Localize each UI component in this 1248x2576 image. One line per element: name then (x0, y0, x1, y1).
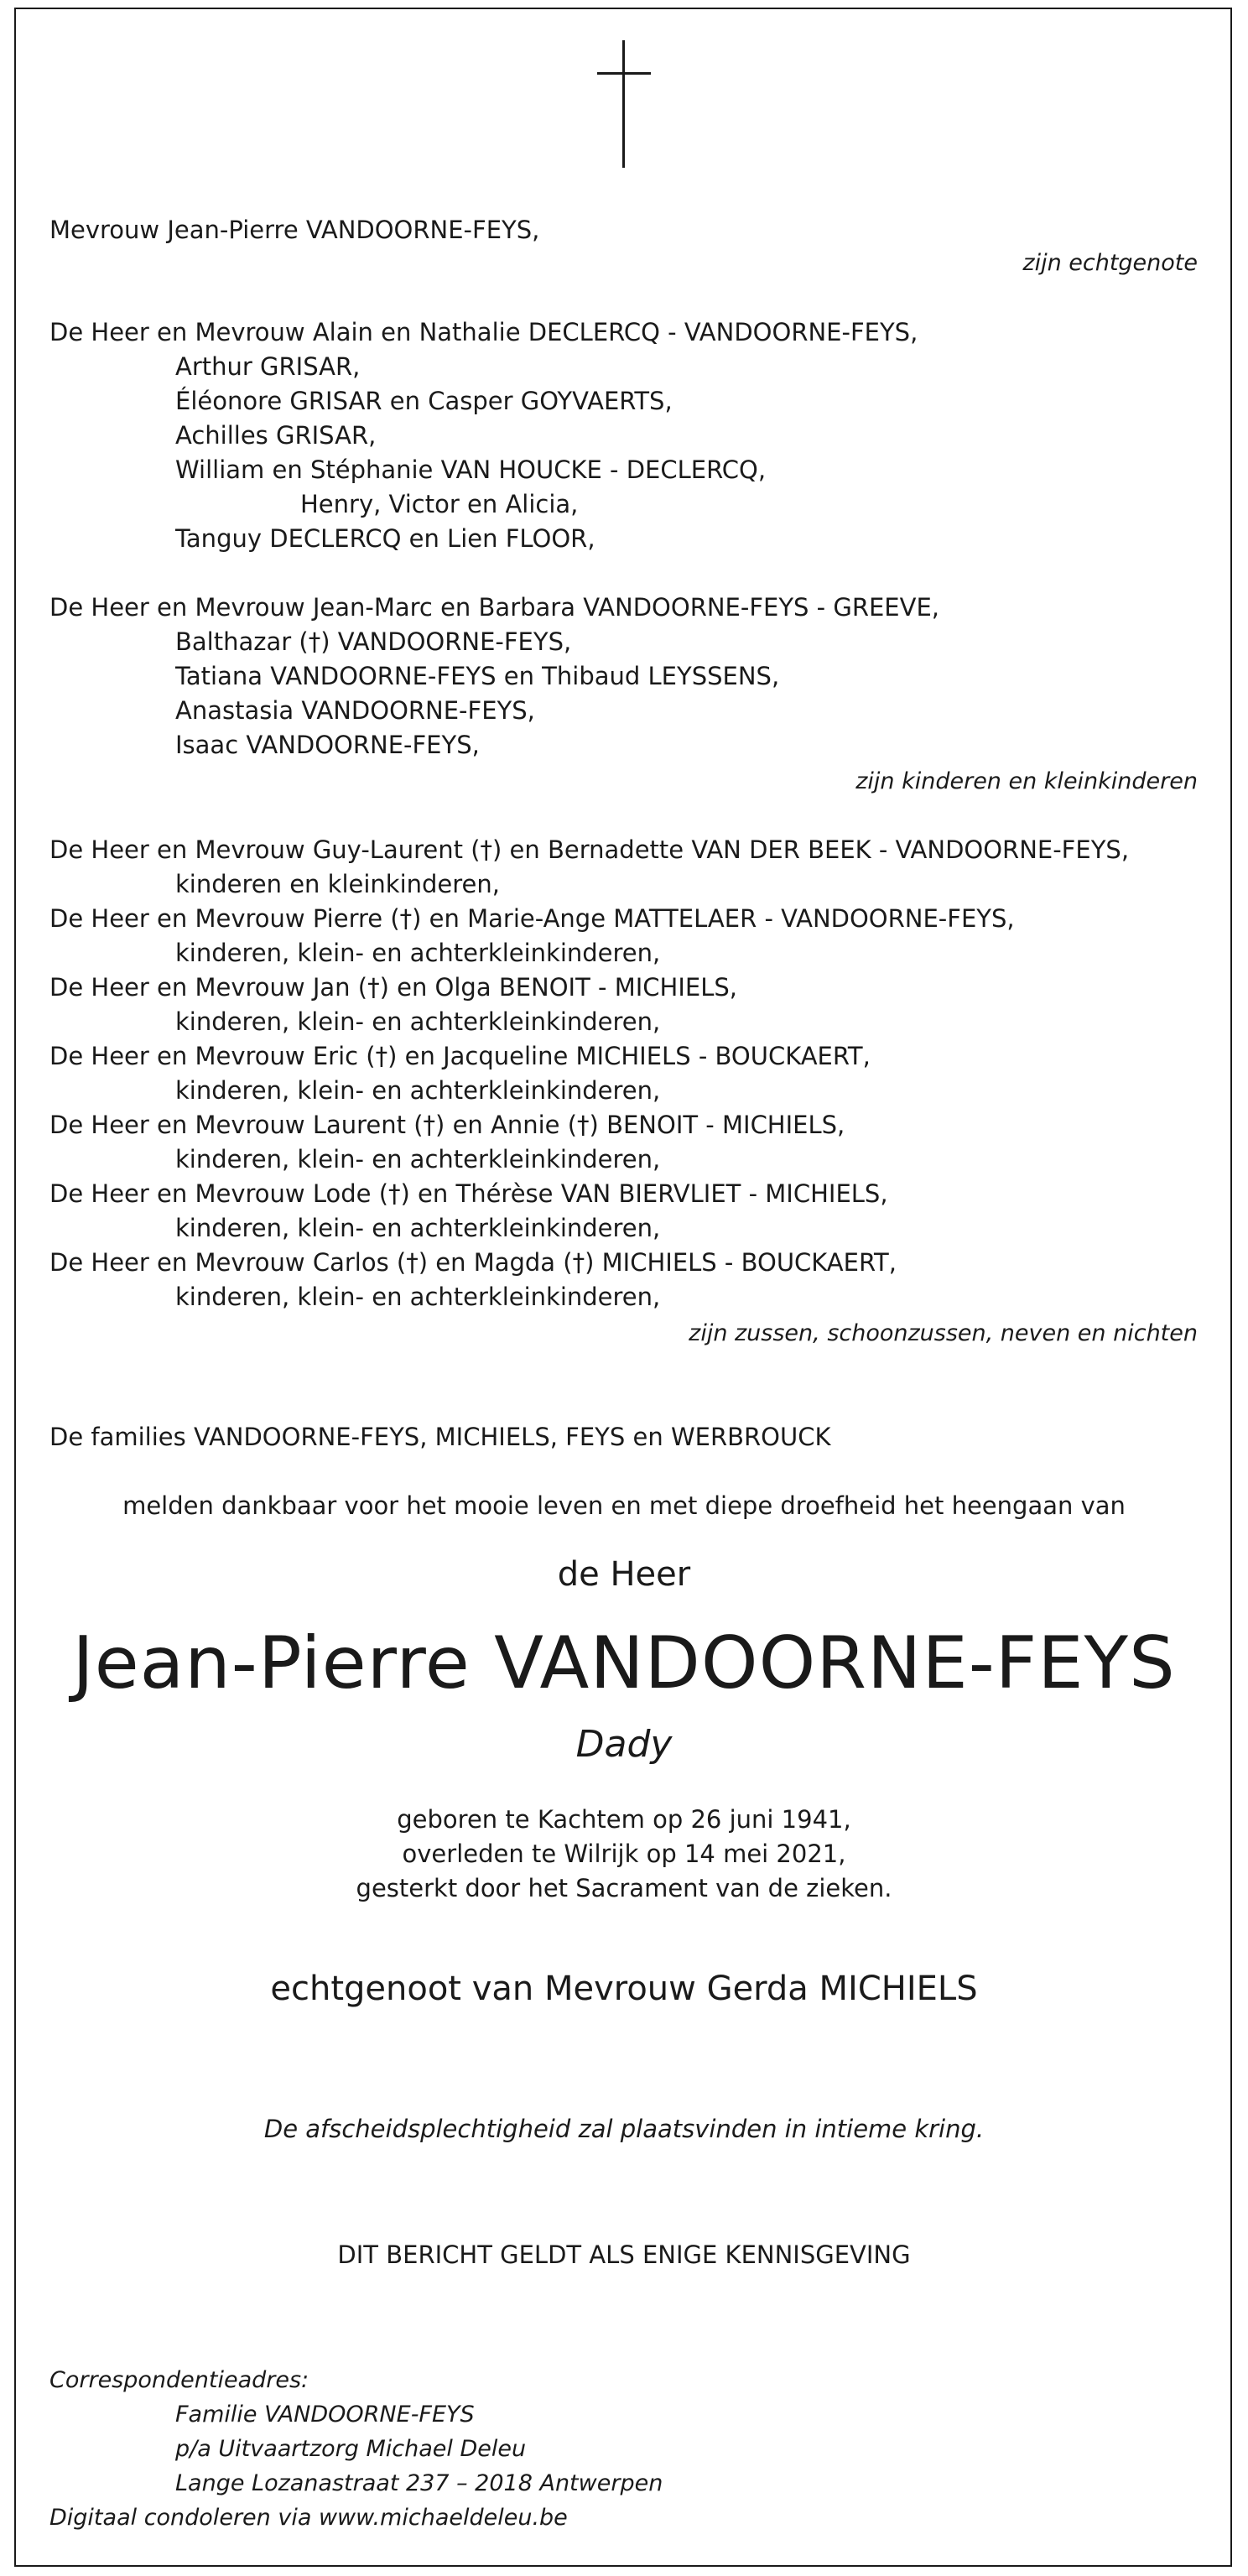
cross-icon (597, 40, 651, 168)
sibling-line: De Heer en Mevrouw Laurent (†) en Annie (†) BENOIT - MICHIELS, (49, 1111, 845, 1139)
deceased-title: de Heer (557, 1555, 691, 1594)
widow-line: Mevrouw Jean-Pierre VANDOORNE-FEYS, (49, 216, 540, 244)
correspondence-family: Familie VANDOORNE-FEYS (175, 2402, 475, 2428)
siblings-role: zijn zussen, schoonzussen, neven en nichten (689, 1320, 1198, 1346)
announcement-line: melden dankbaar voor het mooie leven en met diepe droefheid het heengaan van (122, 1491, 1126, 1520)
spouse-line: echtgenoot van Mevrouw Gerda MICHIELS (270, 1970, 978, 2008)
grandchild-line: Isaac VANDOORNE-FEYS, (175, 731, 480, 759)
sibling-line: De Heer en Mevrouw Guy-Laurent (†) en Bernadette VAN DER BEEK - VANDOORNE-FEYS, (49, 835, 1130, 864)
grandchild-line: Tatiana VANDOORNE-FEYS en Thibaud LEYSSENS, (175, 662, 780, 690)
sibling-descendants-line: kinderen, klein- en achterkleinkinderen, (175, 1076, 661, 1105)
sibling-descendants-line: kinderen, klein- en achterkleinkinderen, (175, 1283, 661, 1311)
death-line: overleden te Wilrijk op 14 mei 2021, (402, 1840, 846, 1868)
sibling-descendants-line: kinderen en kleinkinderen, (175, 870, 500, 898)
grandchild-line: William en Stéphanie VAN HOUCKE - DECLERCQ, (175, 455, 767, 484)
widow-role: zijn echtgenote (1022, 250, 1198, 276)
grandchild-line: Achilles GRISAR, (175, 421, 377, 450)
sibling-line: De Heer en Mevrouw Lode (†) en Thérèse VAN BIERVLIET - MICHIELS, (49, 1179, 888, 1208)
sibling-line: De Heer en Mevrouw Jan (†) en Olga BENOIT - MICHIELS, (49, 973, 738, 1002)
children-role: zijn kinderen en kleinkinderen (855, 768, 1198, 794)
child-family-line: De Heer en Mevrouw Jean-Marc en Barbara VANDOORNE-FEYS - GREEVE, (49, 593, 940, 622)
notice-line: DIT BERICHT GELDT ALS ENIGE KENNISGEVING (337, 2240, 911, 2269)
grandchild-line: Éléonore GRISAR en Casper GOYVAERTS, (175, 387, 673, 415)
ceremony-line: De afscheidsplechtigheid zal plaatsvinden in intieme kring. (263, 2115, 985, 2143)
sibling-descendants-line: kinderen, klein- en achterkleinkinderen, (175, 1007, 661, 1036)
child-family-line: De Heer en Mevrouw Alain en Nathalie DECLERCQ - VANDOORNE-FEYS, (49, 318, 918, 346)
sacrament-line: gesterkt door het Sacrament van de zieken. (356, 1874, 892, 1902)
birth-line: geboren te Kachtem op 26 juni 1941, (397, 1805, 851, 1834)
sibling-descendants-line: kinderen, klein- en achterkleinkinderen, (175, 939, 661, 967)
correspondence-funeral-home: p/a Uitvaartzorg Michael Deleu (175, 2436, 527, 2462)
deceased-name: Jean-Pierre VANDOORNE-FEYS (72, 1621, 1176, 1705)
sibling-line: De Heer en Mevrouw Carlos (†) en Magda (†) MICHIELS - BOUCKAERT, (49, 1248, 897, 1277)
families-line: De families VANDOORNE-FEYS, MICHIELS, FEYS en WERBROUCK (49, 1423, 831, 1451)
deceased-nickname: Dady (575, 1723, 673, 1766)
sibling-descendants-line: kinderen, klein- en achterkleinkinderen, (175, 1214, 661, 1242)
condolence-link[interactable]: Digitaal condoleren via www.michaeldeleu.be (49, 2505, 568, 2531)
sibling-line: De Heer en Mevrouw Pierre (†) en Marie-Ange MATTELAER - VANDOORNE-FEYS, (49, 904, 1015, 933)
grandchild-line: Arthur GRISAR, (175, 352, 361, 381)
grandchild-line: Anastasia VANDOORNE-FEYS, (175, 696, 535, 725)
sibling-line: De Heer en Mevrouw Eric (†) en Jacqueline MICHIELS - BOUCKAERT, (49, 1042, 871, 1070)
great-grandchild-line: Henry, Victor en Alicia, (300, 490, 579, 518)
sibling-descendants-line: kinderen, klein- en achterkleinkinderen, (175, 1145, 661, 1174)
correspondence-label: Correspondentieadres: (49, 2367, 309, 2393)
grandchild-line: Tanguy DECLERCQ en Lien FLOOR, (175, 524, 595, 553)
correspondence-address: Lange Lozanastraat 237 – 2018 Antwerpen (175, 2470, 663, 2496)
grandchild-line: Balthazar (†) VANDOORNE-FEYS, (175, 627, 572, 656)
